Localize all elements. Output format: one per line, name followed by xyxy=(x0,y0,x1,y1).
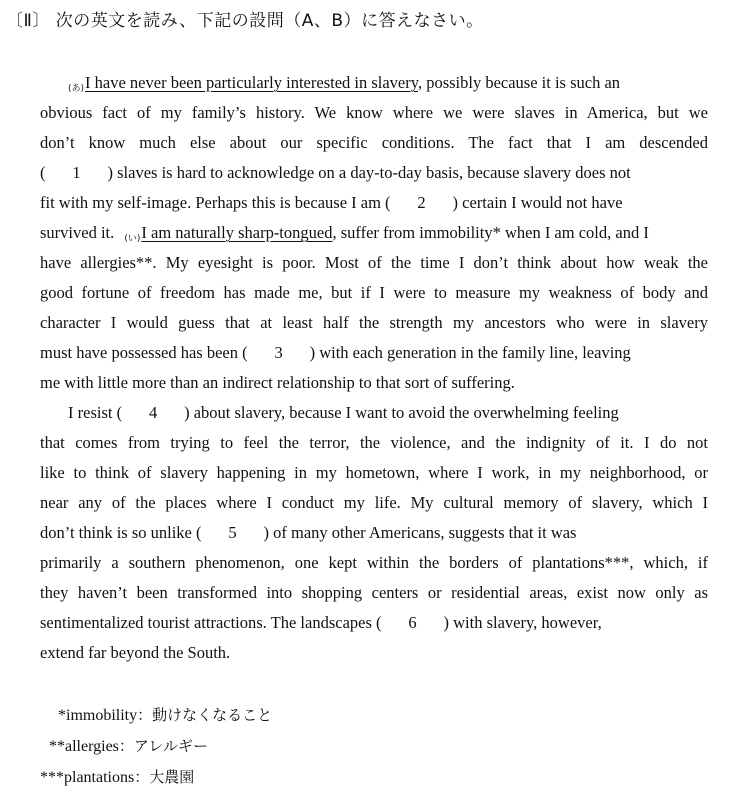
blank-3: 3 xyxy=(274,343,283,362)
passage-line-16: don’t think is so unlike ( 5 ) of many other Americans, suggests that it was xyxy=(40,523,577,542)
passage-line-13: that comes from trying to feel the terror, the violence, and the indignity of it. I do not xyxy=(40,433,708,452)
passage-line-8: good fortune of freedom has made me, but if I were to measure my weakness of body and xyxy=(40,283,708,302)
passage-line-18: they haven’t been transformed into shopping centers or residential areas, exist now only as xyxy=(40,583,708,602)
passage-line-7: have allergies**. My eyesight is poor. Most of the time I don’t think about how weak the xyxy=(40,253,708,272)
passage-line-6: survived it. (い)I am naturally sharp-tongued, suffer from immobility* when I am cold, and I xyxy=(40,222,708,250)
blank-1: 1 xyxy=(72,163,81,182)
passage-line-9: character I would guess that at least half the strength my ancestors who were in slavery xyxy=(40,313,708,332)
passage-line-17: primarily a southern phenomenon, one kept within the borders of plantations***, which, if xyxy=(40,553,708,572)
passage-line-15: near any of the places where I conduct my life. My cultural memory of slavery, which I xyxy=(40,493,708,512)
marker-a: (あ) xyxy=(68,84,85,94)
blank-2: 2 xyxy=(417,193,426,212)
passage-line-5: fit with my self-image. Perhaps this is because I am ( 2 ) certain I would not have xyxy=(40,193,623,212)
passage-line-11: me with little more than an indirect relationship to that sort of suffering. xyxy=(40,373,515,392)
passage-line-10: must have possessed has been ( 3 ) with each generation in the family line, leaving xyxy=(40,343,631,362)
passage-line-20: extend far beyond the South. xyxy=(40,643,231,662)
bracket-open: 〔 xyxy=(6,11,24,31)
blank-4: 4 xyxy=(148,403,158,422)
passage-line-12: I resist ( 4 ) about slavery, because I want to avoid the overwhelming feeling xyxy=(68,403,619,422)
section-numeral: Ⅱ xyxy=(23,11,33,31)
blank-6: 6 xyxy=(408,613,417,632)
passage-line-4: ( 1 ) slaves is hard to acknowledge on a day-to-day basis, because slavery does not xyxy=(40,163,631,182)
footnote-allergies: **allergies：アレルギー xyxy=(49,737,208,755)
footnote-immobility: *immobility：動けなくなること xyxy=(58,706,273,724)
marker-i: (い) xyxy=(124,234,141,244)
passage-line-3: don’t know much else about our specific conditions. The fact that I am descended xyxy=(40,133,708,152)
footnote-plantations: ***plantations：大農園 xyxy=(40,768,195,786)
passage-line-2: obvious fact of my family’s history. We know where we were slaves in America, but we xyxy=(40,103,708,122)
passage-line-19: sentimentalized tourist attractions. The landscapes ( 6 ) with slavery, however, xyxy=(40,613,602,632)
underlined-sentence-i: I am naturally sharp-tongued xyxy=(141,223,333,242)
blank-5: 5 xyxy=(228,523,237,542)
passage-line-1: (あ)I have never been particularly interested in slavery, possibly because it is such an xyxy=(68,72,708,100)
underlined-sentence-a: I have never been particularly interested in slavery xyxy=(85,73,418,92)
bracket-close: 〕 xyxy=(32,11,50,31)
instruction-text: 次の英文を読み、下記の設問（A、B）に答えなさい。 xyxy=(55,11,484,31)
passage-line-14: like to think of slavery happening in my hometown, where I work, in my neighborhood, or xyxy=(40,463,708,482)
footnotes xyxy=(40,700,272,793)
question-header xyxy=(6,6,484,31)
